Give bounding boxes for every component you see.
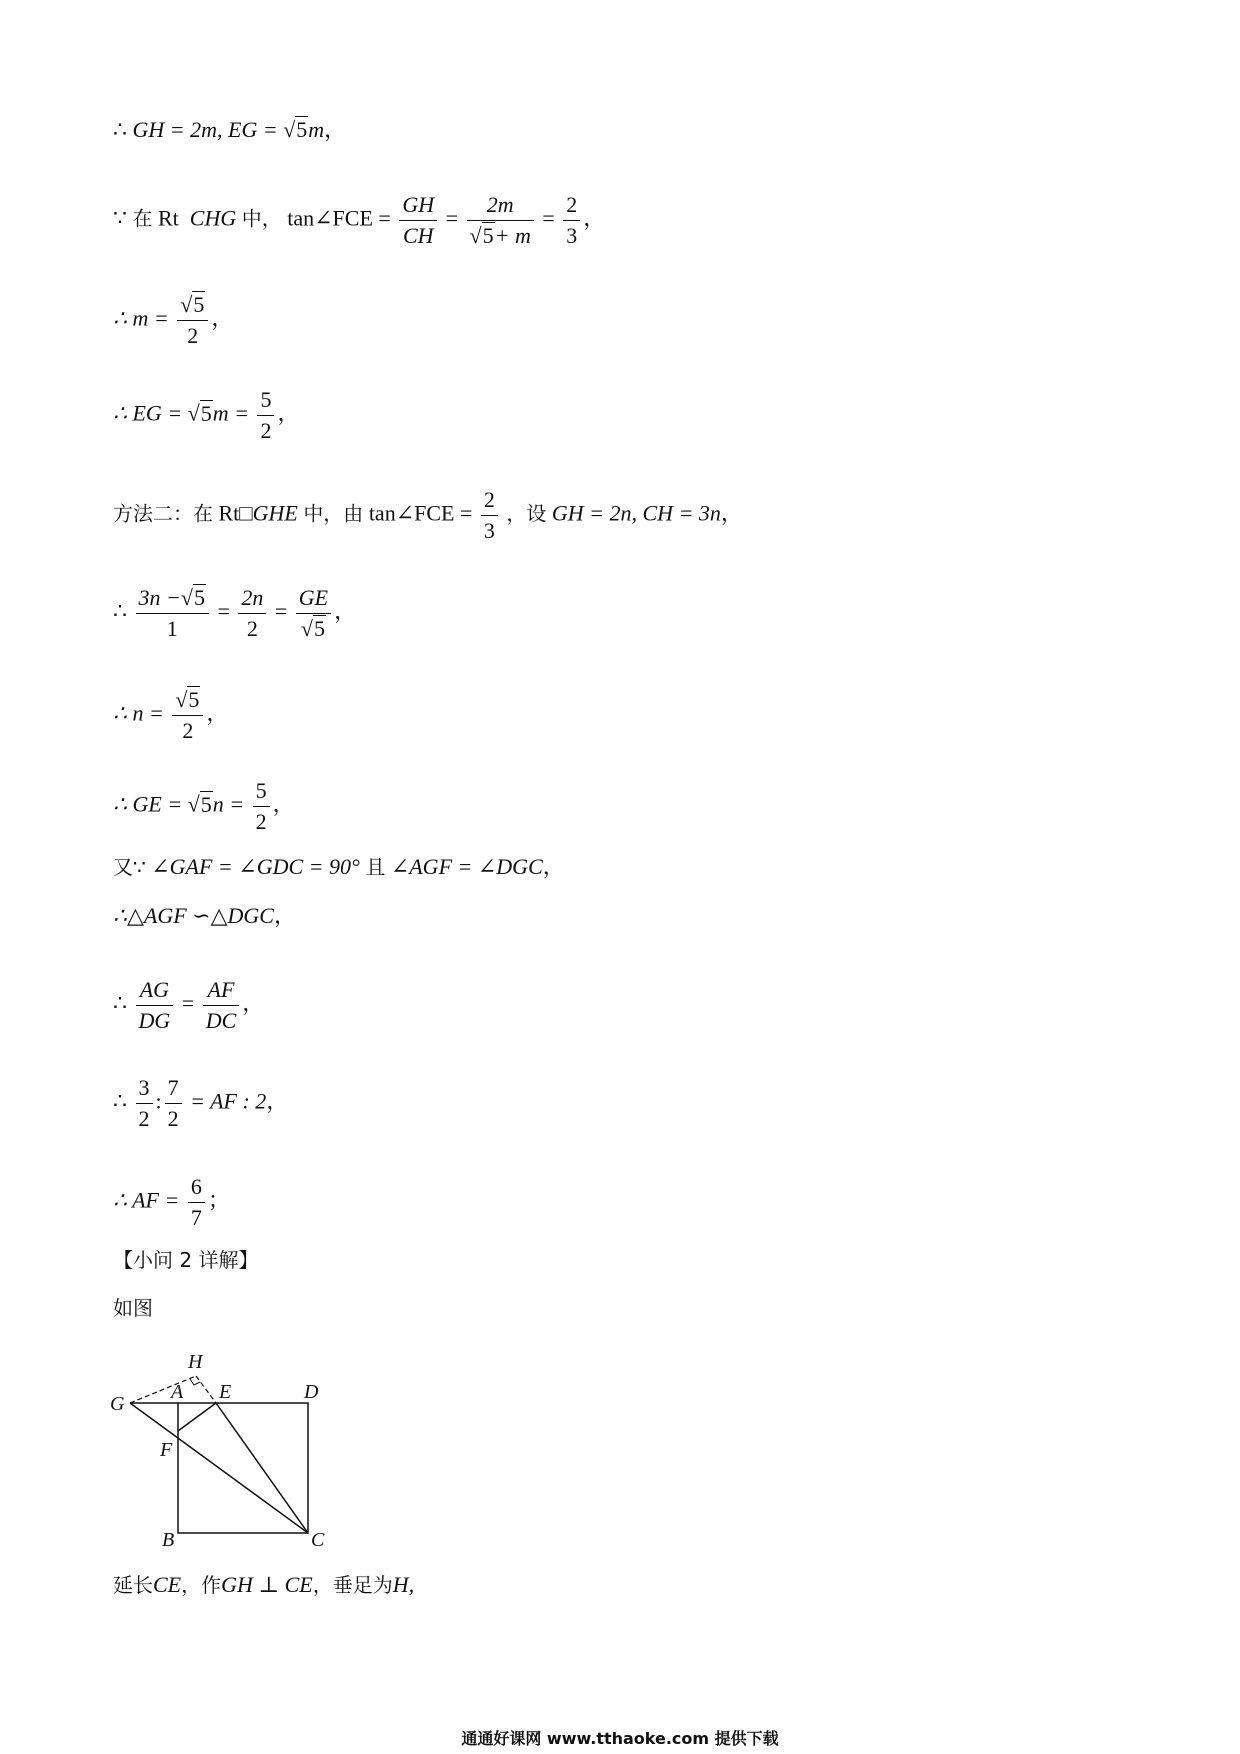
line-2: ∵ 在 Rt CHG 中， tan∠FCE = $\frac{GH}{CH}$ = $\frac{2m}{√5+ m}$ = $\frac{2}{3}$ ， [113, 192, 606, 248]
line-1: ∴ GH = 2m, EG = √5m， [113, 117, 347, 142]
segment-ec [216, 1403, 308, 1533]
label-b: B [162, 1529, 175, 1548]
line-3: ∴ m = $\frac{√5}{2}$ ， [113, 292, 234, 348]
label-h: H [188, 1351, 203, 1373]
label-d: D [304, 1381, 319, 1403]
line-4: ∴ EG = √5m = $\frac{5}{2}$ ， [113, 387, 300, 443]
square-abcd [178, 1403, 308, 1533]
label-g: G [110, 1393, 125, 1415]
dashed-gh [130, 1376, 196, 1403]
line-11: ∴ $\frac{AG}{DG}$ = $\frac{AF}{DC}$ ， [113, 977, 265, 1033]
label-f: F [160, 1439, 173, 1461]
geometry-figure [108, 1338, 338, 1548]
label-e: E [219, 1381, 232, 1403]
footer-text: 通通好课网 www.tthaoke.com 提供下载 [461, 1729, 779, 1748]
segment-gc [130, 1403, 308, 1533]
segment-fe [178, 1403, 216, 1431]
line-12: ∴ $\frac{3}{2}$ : $\frac{7}{2}$ = AF : 2， [113, 1075, 289, 1131]
line-5: 方法二：在 Rt□GHE 中，由 tan∠FCE = $\frac{2}{3}$ ，设 GH = 2n, CH = 3n， [113, 487, 743, 543]
line-8: ∴ GE = √5n = $\frac{5}{2}$ ， [113, 778, 295, 834]
section-heading: 【小问 2 详解】 [113, 1248, 259, 1272]
line-9: 又∵ ∠GAF = ∠GDC = 90° 且 ∠AGF = ∠DGC， [113, 854, 565, 879]
figure-intro: 如图 [113, 1296, 153, 1320]
line-6: ∴ $\frac{3n -√5}{1}$ = $\frac{2n}{2}$ = $\frac{GE}{√5}$ ， [113, 585, 357, 641]
label-c: C [311, 1529, 325, 1548]
dashed-he [196, 1376, 216, 1403]
line-10: ∴△AGF ∽△DGC， [113, 903, 296, 928]
line-13: ∴ AF = $\frac{6}{7}$ ； [113, 1174, 230, 1230]
line-16: 延长CE，作GH ⊥ CE，垂足为H, [113, 1572, 415, 1597]
label-a: A [171, 1381, 184, 1403]
line-7: ∴ n = $\frac{√5}{2}$ ， [113, 687, 229, 743]
